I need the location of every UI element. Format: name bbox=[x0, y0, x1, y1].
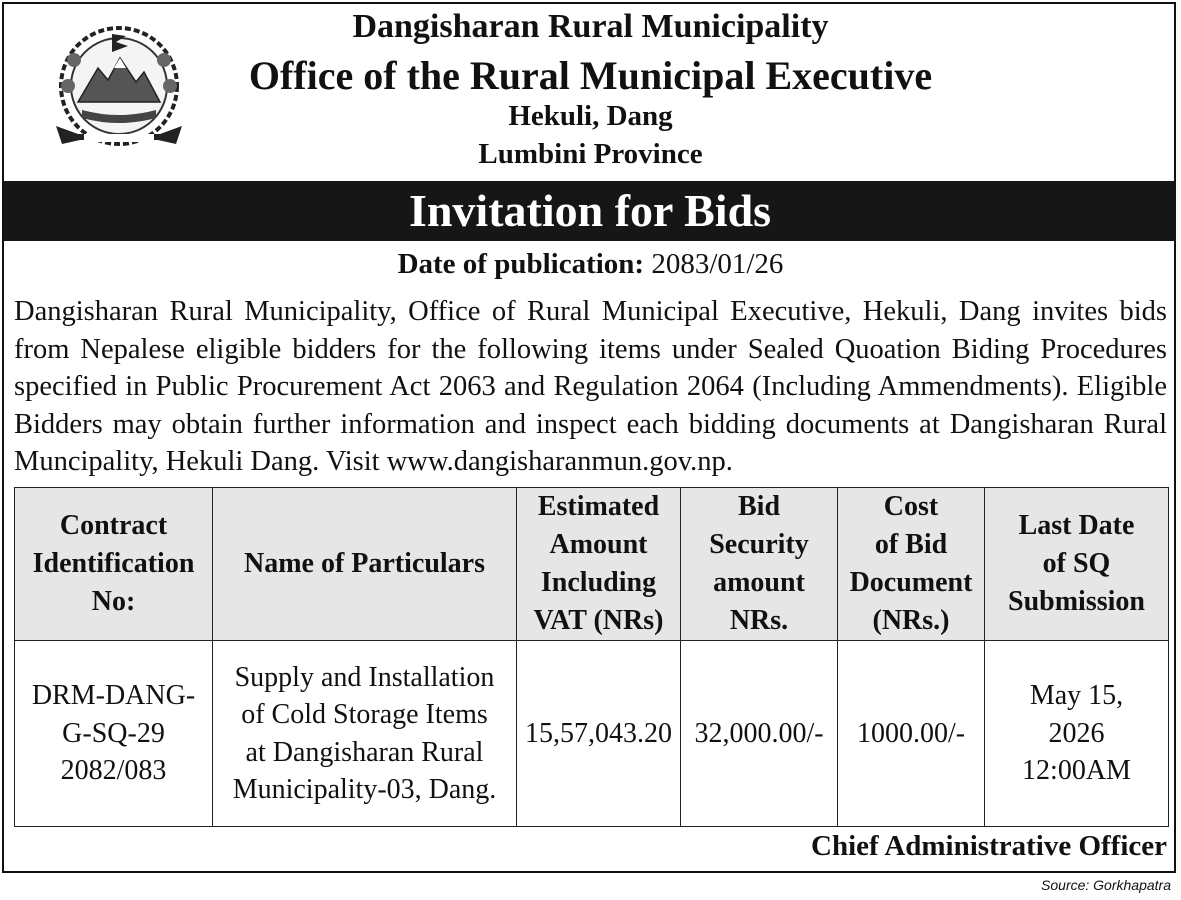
table-header-row bbox=[15, 488, 1169, 641]
cell-particulars: Supply and Installation of Cold Storage Items at Dangisharan Rural Municipality-03, Dang. bbox=[213, 641, 517, 827]
table-row bbox=[15, 641, 1169, 827]
column-header-document-cost: Cost of Bid Document (NRs.) bbox=[838, 488, 985, 641]
column-header-particulars: Name of Particulars bbox=[213, 488, 517, 641]
publication-date-value: 2083/01/26 bbox=[651, 248, 784, 280]
cell-contract-id: DRM-DANG- G-SQ-29 2082/083 bbox=[15, 641, 213, 827]
cell-document-cost: 1000.00/- bbox=[838, 641, 985, 827]
province-name: Lumbini Province bbox=[478, 138, 703, 170]
column-header-estimated-amount: Estimated Amount Including VAT (NRs) bbox=[517, 488, 681, 641]
cell-bid-security: 32,000.00/- bbox=[681, 641, 838, 827]
column-header-contract-id: Contract Identification No: bbox=[15, 488, 213, 641]
publication-date-label: Date of publication: bbox=[397, 248, 645, 280]
municipality-name: Dangisharan Rural Municipality bbox=[352, 8, 829, 45]
notice-paragraph: Dangisharan Rural Municipality, Office of Rural Municipal Executive, Hekuli, Dang invites bids from Nepalese eligible bidders for the following items under Sealed Quoation Biding Procedures specified in Public Procurement Act 2063 and Regulation 2064 (Including Ammendments). Eligible Bidders may obtain further information and inspect each bidding documents at Dangisharan Rural Muncipality, Hekuli Dang. Visit www.dangisharanmun.gov.np. bbox=[14, 296, 1167, 477]
office-name: Office of the Rural Municipal Executive bbox=[248, 53, 933, 98]
office-location: Hekuli, Dang bbox=[508, 100, 673, 132]
column-header-bid-security: Bid Security amount NRs. bbox=[681, 488, 838, 641]
signatory-title: Chief Administrative Officer bbox=[811, 830, 1167, 862]
cell-last-date: May 15, 2026 12:00AM bbox=[985, 641, 1169, 827]
bid-table bbox=[14, 487, 1169, 827]
cell-estimated-amount: 15,57,043.20 bbox=[517, 641, 681, 827]
source-credit: Source: Gorkhapatra bbox=[1041, 877, 1171, 893]
publication-date bbox=[0, 248, 1181, 281]
column-header-last-date: Last Date of SQ Submission bbox=[985, 488, 1169, 641]
notice-title: Invitation for Bids bbox=[4, 181, 1176, 241]
